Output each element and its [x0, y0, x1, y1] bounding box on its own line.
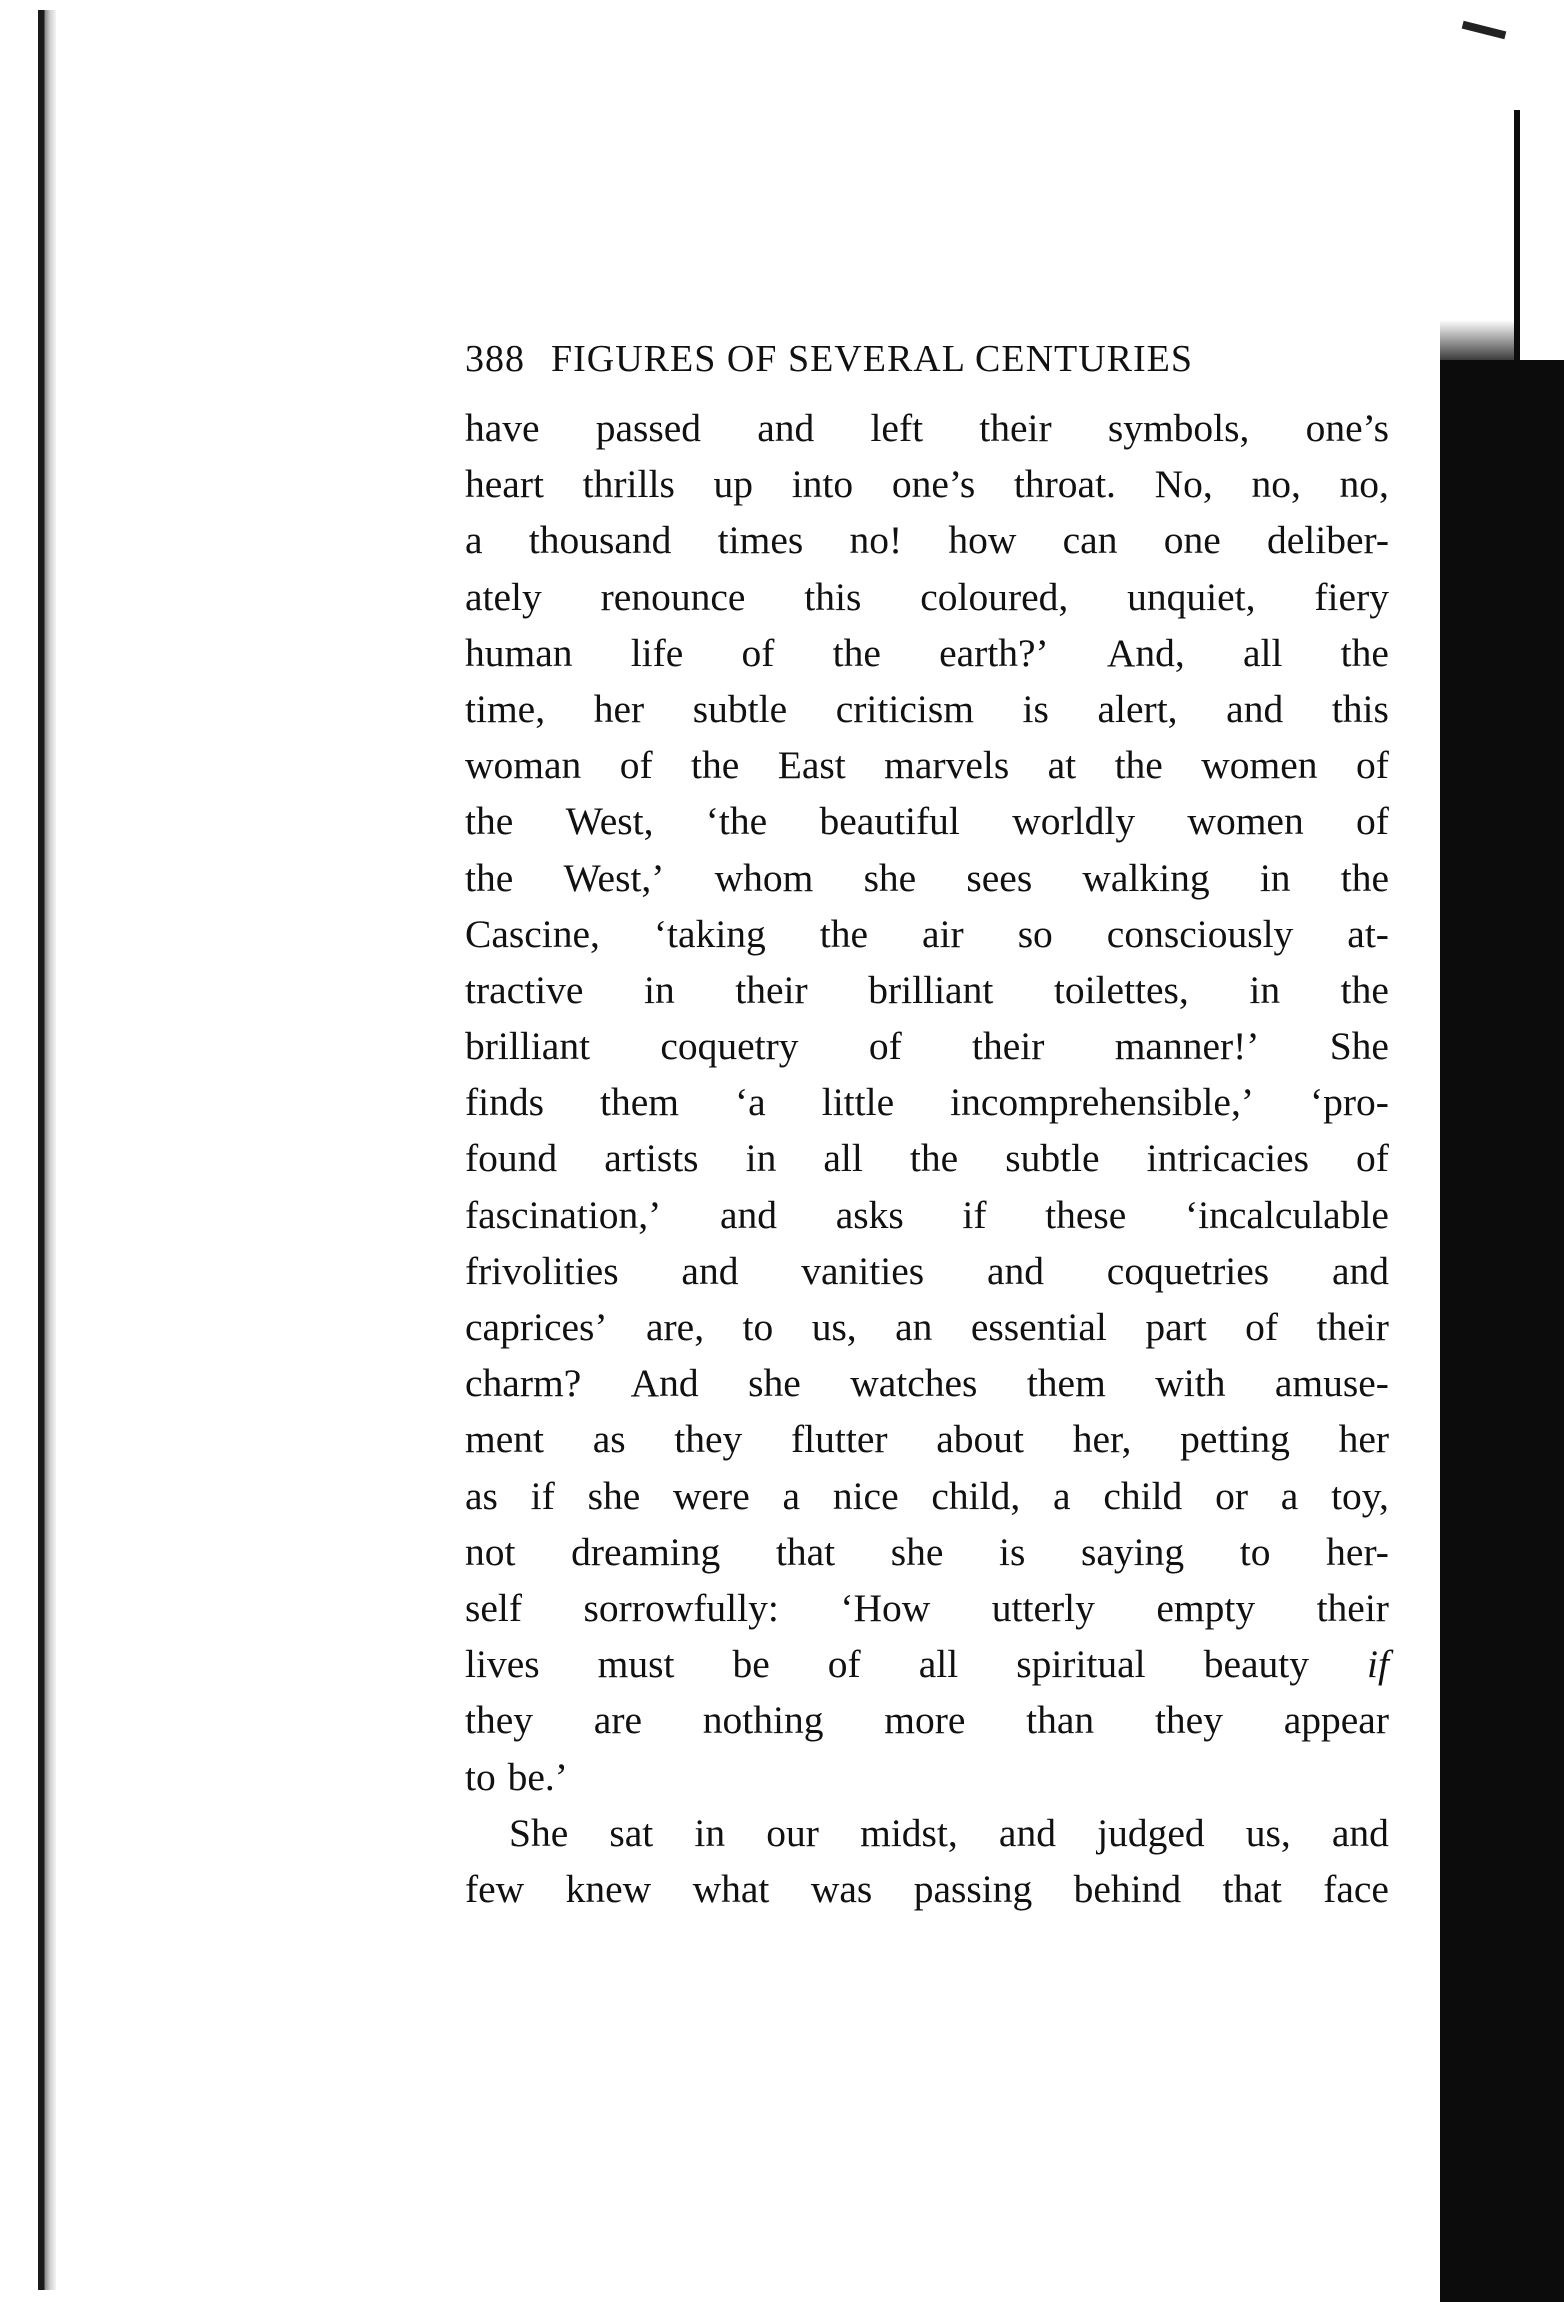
- text-line: [465, 793, 1389, 849]
- word: passed: [595, 406, 702, 450]
- word: knew: [565, 1866, 652, 1911]
- word: charm?: [465, 1361, 582, 1406]
- text-line: [465, 512, 1389, 568]
- word: spiritual: [1016, 1642, 1146, 1687]
- word: utterly: [991, 1585, 1095, 1630]
- word: as: [592, 1417, 626, 1462]
- text-line: [465, 625, 1389, 681]
- word: human: [465, 630, 573, 675]
- word: with: [1155, 1361, 1226, 1406]
- word: not: [465, 1529, 516, 1574]
- word: and: [681, 1248, 739, 1293]
- word: women: [1201, 743, 1318, 788]
- word: the: [465, 799, 514, 844]
- word: must: [597, 1642, 675, 1687]
- word: all: [823, 1136, 863, 1181]
- word: self: [465, 1585, 523, 1630]
- word: ‘incalculable: [1185, 1192, 1389, 1237]
- word: coloured,: [920, 574, 1069, 619]
- text-line: [465, 1524, 1389, 1580]
- word: our: [766, 1810, 819, 1855]
- word: this: [1331, 686, 1389, 731]
- word: of: [1355, 743, 1389, 788]
- scan-edge-shadow: [1440, 360, 1564, 2302]
- word: in: [644, 967, 675, 1012]
- word: in: [1249, 967, 1281, 1012]
- text-line: [465, 1074, 1389, 1130]
- word: she: [863, 855, 917, 900]
- word: more: [884, 1698, 966, 1743]
- word: finds: [465, 1080, 544, 1125]
- word: how: [948, 518, 1017, 563]
- word: intricacies: [1146, 1136, 1309, 1181]
- word: all: [1243, 630, 1283, 675]
- word: alert,: [1097, 686, 1178, 731]
- word: are: [593, 1698, 642, 1743]
- word: these: [1045, 1192, 1127, 1237]
- word: she: [890, 1529, 944, 1574]
- word: and: [1331, 1810, 1389, 1855]
- running-head: [465, 334, 1389, 384]
- word: be.’: [507, 1754, 568, 1799]
- word: of: [741, 630, 775, 675]
- word: to: [742, 1305, 774, 1349]
- word: if: [530, 1473, 555, 1518]
- word: toy,: [1331, 1473, 1389, 1518]
- word: beautiful: [819, 799, 960, 844]
- text-line: [465, 850, 1389, 906]
- word: that: [1222, 1866, 1282, 1911]
- word: one’s: [1305, 406, 1389, 450]
- word: brilliant: [868, 967, 994, 1012]
- word: heart: [465, 462, 544, 507]
- word: criticism: [835, 686, 974, 731]
- word: West,: [565, 799, 654, 844]
- word: vanities: [801, 1248, 925, 1293]
- word: sorrowfully:: [583, 1585, 779, 1630]
- word: they: [465, 1698, 534, 1743]
- word: caprices’: [465, 1305, 608, 1349]
- word: West,’: [563, 855, 665, 900]
- word: dreaming: [571, 1529, 721, 1574]
- word: woman: [465, 743, 582, 788]
- word: marvels: [884, 743, 1010, 788]
- word: judged: [1097, 1810, 1205, 1855]
- text-line: [465, 737, 1389, 793]
- word: of: [1356, 1136, 1389, 1181]
- text-line: [465, 1692, 1389, 1748]
- word: than: [1026, 1698, 1095, 1743]
- word: essential: [970, 1305, 1107, 1349]
- word: amuse-: [1274, 1361, 1389, 1406]
- word: a: [465, 518, 483, 563]
- word: their: [735, 967, 808, 1012]
- text-line: [465, 1411, 1389, 1467]
- text-line: [465, 1861, 1389, 1917]
- body-text: [465, 400, 1389, 1917]
- word: or: [1215, 1473, 1248, 1518]
- word: in: [694, 1810, 726, 1855]
- word: East: [777, 743, 846, 788]
- word: incomprehensible,’: [950, 1080, 1254, 1125]
- word: a: [1053, 1473, 1071, 1518]
- word: their: [1316, 1585, 1389, 1630]
- word: an: [895, 1305, 933, 1349]
- word: ‘taking: [653, 911, 766, 956]
- word: times: [717, 518, 804, 563]
- word: frivolities: [465, 1248, 619, 1293]
- word: at: [1047, 743, 1077, 788]
- word: to: [465, 1754, 496, 1799]
- word: a: [1280, 1473, 1299, 1518]
- word: ‘How: [840, 1585, 931, 1630]
- text-line: [465, 1130, 1389, 1186]
- word: flutter: [791, 1417, 888, 1462]
- text-line: [465, 906, 1389, 962]
- word: coquetries: [1106, 1248, 1270, 1293]
- word: and: [719, 1192, 778, 1237]
- text-line: [465, 1636, 1389, 1692]
- word: No,: [1154, 462, 1213, 507]
- text-line: [465, 569, 1389, 625]
- text-line: [465, 1018, 1389, 1074]
- word: the: [832, 630, 881, 675]
- word: thousand: [528, 518, 672, 563]
- word: time,: [465, 686, 546, 731]
- page-number: 388: [465, 338, 525, 380]
- word: She: [509, 1810, 569, 1855]
- word: to: [1239, 1529, 1271, 1574]
- word: earth?’: [939, 630, 1049, 675]
- word: are,: [645, 1305, 705, 1349]
- text-line: [465, 400, 1389, 456]
- word: fascination,’: [465, 1192, 662, 1237]
- word: manner!’: [1114, 1024, 1260, 1069]
- word: in: [1259, 855, 1291, 900]
- word: deliber-: [1266, 518, 1389, 563]
- word: the: [909, 1136, 959, 1181]
- word: this: [804, 574, 862, 619]
- book-page: [465, 334, 1389, 1917]
- text-line: [465, 1355, 1389, 1411]
- word: few: [465, 1866, 525, 1911]
- word: and: [757, 406, 815, 450]
- word: them: [600, 1080, 679, 1125]
- word: air: [922, 911, 964, 956]
- word: tractive: [465, 967, 584, 1012]
- word: into: [791, 462, 854, 507]
- running-head-title: FIGURES OF SEVERAL CENTURIES: [551, 338, 1194, 380]
- text-line: [465, 681, 1389, 737]
- word: as: [465, 1473, 498, 1518]
- word: artists: [604, 1136, 699, 1181]
- word: they: [1154, 1698, 1223, 1743]
- word: no!: [849, 518, 903, 563]
- word: appear: [1283, 1698, 1389, 1743]
- word: midst,: [860, 1810, 958, 1855]
- word: ately: [465, 574, 542, 619]
- scan-corner-mark: [1462, 21, 1507, 39]
- word: and: [998, 1810, 1056, 1855]
- word: the: [1114, 743, 1163, 788]
- word: if: [1367, 1642, 1389, 1687]
- word: us,: [811, 1305, 857, 1349]
- word: coquetry: [660, 1024, 799, 1069]
- word: part: [1145, 1305, 1207, 1349]
- text-line: [465, 1299, 1389, 1355]
- word: us,: [1245, 1810, 1291, 1855]
- word: she: [587, 1473, 641, 1518]
- word: the: [1340, 630, 1389, 675]
- text-line: [465, 1749, 1389, 1805]
- word: her,: [1072, 1417, 1132, 1462]
- word: lives: [465, 1642, 540, 1687]
- word: and: [1226, 686, 1284, 731]
- word: subtle: [692, 686, 788, 731]
- word: sees: [966, 855, 1033, 900]
- word: the: [465, 855, 514, 900]
- word: women: [1187, 799, 1304, 844]
- word: watches: [850, 1361, 978, 1406]
- word: no,: [1339, 462, 1389, 507]
- word: fiery: [1314, 574, 1389, 619]
- word: their: [1316, 1305, 1389, 1349]
- word: sat: [609, 1810, 654, 1855]
- word: child: [1103, 1473, 1183, 1518]
- word: that: [775, 1529, 836, 1574]
- word: was: [810, 1866, 873, 1911]
- word: their: [979, 406, 1052, 450]
- word: a: [782, 1473, 801, 1518]
- word: her: [593, 686, 645, 731]
- word: petting: [1180, 1417, 1290, 1462]
- word: the: [1340, 855, 1389, 900]
- word: consciously: [1106, 911, 1294, 956]
- word: found: [465, 1136, 558, 1181]
- word: walking: [1082, 855, 1210, 900]
- word: can: [1062, 518, 1118, 563]
- word: And,: [1106, 630, 1185, 675]
- text-line: [465, 456, 1389, 512]
- text-line: [465, 1805, 1389, 1861]
- word: of: [827, 1642, 861, 1687]
- word: ‘a: [735, 1080, 766, 1125]
- word: nice: [832, 1473, 899, 1518]
- word: one’s: [891, 462, 976, 507]
- word: toilettes,: [1053, 967, 1189, 1012]
- word: face: [1323, 1866, 1389, 1911]
- word: left: [870, 406, 924, 450]
- text-line: [465, 962, 1389, 1018]
- word: ‘the: [705, 799, 768, 844]
- word: whom: [714, 855, 814, 900]
- word: one: [1163, 518, 1221, 563]
- word: if: [962, 1192, 987, 1237]
- word: And: [630, 1361, 699, 1406]
- word: were: [673, 1473, 750, 1518]
- word: of: [1245, 1305, 1279, 1349]
- word: subtle: [1005, 1136, 1100, 1181]
- word: she: [748, 1361, 801, 1406]
- word: saying: [1081, 1529, 1185, 1574]
- text-line: [465, 1468, 1389, 1524]
- text-line: [465, 1580, 1389, 1636]
- word: of: [1356, 799, 1389, 844]
- word: the: [819, 911, 869, 956]
- word: and: [986, 1248, 1044, 1293]
- word: unquiet,: [1127, 574, 1256, 619]
- text-line: [465, 1187, 1389, 1243]
- word: throat.: [1013, 462, 1116, 507]
- word: her-: [1326, 1529, 1389, 1574]
- word: about: [936, 1417, 1024, 1462]
- word: worldly: [1012, 799, 1136, 844]
- word: up: [713, 462, 754, 507]
- word: empty: [1156, 1585, 1256, 1630]
- word: them: [1026, 1361, 1106, 1406]
- word: her: [1338, 1417, 1389, 1462]
- word: is: [999, 1529, 1026, 1574]
- word: brilliant: [465, 1024, 591, 1069]
- text-line: [465, 1243, 1389, 1299]
- word: passing: [913, 1866, 1033, 1911]
- word: renounce: [600, 574, 746, 619]
- word: so: [1017, 911, 1053, 956]
- word: have: [465, 406, 540, 450]
- word: beauty: [1203, 1642, 1309, 1687]
- word: they: [674, 1417, 743, 1462]
- word: all: [918, 1642, 959, 1687]
- word: symbols,: [1107, 406, 1250, 450]
- word: thrills: [582, 462, 675, 507]
- word: in: [745, 1136, 777, 1181]
- word: their: [972, 1024, 1045, 1069]
- word: what: [692, 1866, 770, 1911]
- word: nothing: [702, 1698, 824, 1743]
- word: She: [1329, 1024, 1389, 1069]
- word: the: [1340, 967, 1389, 1012]
- word: and: [1331, 1248, 1389, 1293]
- word: ‘pro-: [1310, 1080, 1389, 1125]
- word: is: [1022, 686, 1049, 731]
- word: asks: [835, 1192, 904, 1237]
- word: child,: [931, 1473, 1021, 1518]
- word: at-: [1347, 911, 1389, 956]
- word: the: [691, 743, 740, 788]
- word: Cascine,: [465, 911, 600, 956]
- word: little: [821, 1080, 895, 1125]
- word: be: [732, 1642, 770, 1687]
- word: behind: [1073, 1866, 1182, 1911]
- word: of: [619, 743, 653, 788]
- scan-gutter-shadow: [38, 10, 56, 2290]
- word: no,: [1251, 462, 1301, 507]
- word: life: [630, 630, 684, 675]
- word: ment: [465, 1417, 544, 1462]
- word: of: [868, 1024, 902, 1069]
